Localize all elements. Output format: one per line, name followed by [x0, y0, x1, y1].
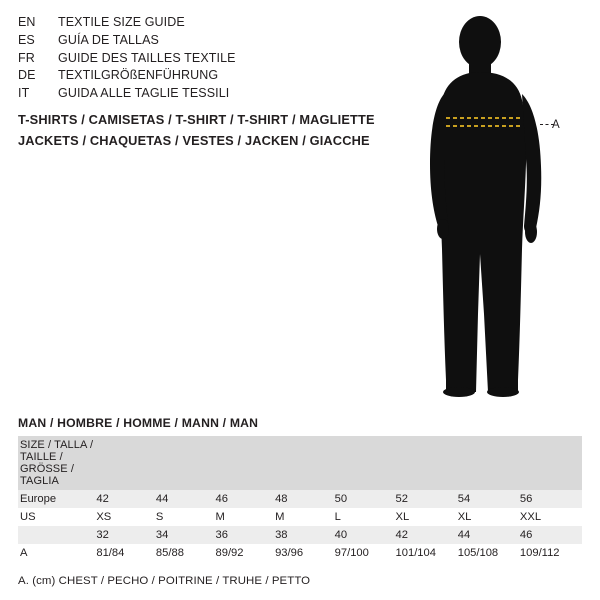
cell: 97/100	[335, 544, 396, 562]
cell: 85/88	[156, 544, 216, 562]
cell	[156, 436, 216, 490]
cell	[96, 436, 156, 490]
language-list	[18, 14, 388, 103]
cell: M	[216, 508, 276, 526]
cell: XL	[458, 508, 520, 526]
row-label: US	[18, 508, 96, 526]
cell: 89/92	[216, 544, 276, 562]
language-row-en	[18, 14, 388, 32]
cell: 42	[396, 526, 458, 544]
cell	[335, 436, 396, 490]
cell: S	[156, 508, 216, 526]
cell	[216, 436, 276, 490]
cell: 42	[96, 490, 156, 508]
cell: 36	[216, 526, 276, 544]
language-code-es: ES	[18, 32, 35, 47]
row-label: A	[18, 544, 96, 562]
cell: 32	[96, 526, 156, 544]
cell: 56	[520, 490, 582, 508]
cell	[396, 436, 458, 490]
cell: 40	[335, 526, 396, 544]
cell: XXL	[520, 508, 582, 526]
cell: 38	[275, 526, 335, 544]
cell	[458, 436, 520, 490]
cell: 46	[520, 526, 582, 544]
cell	[520, 436, 582, 490]
figure-illustration	[400, 14, 600, 414]
row-label: SIZE / TALLA / TAILLE / GRÖSSE / TAGLIA	[18, 436, 96, 490]
cell: 34	[156, 526, 216, 544]
cell: 44	[156, 490, 216, 508]
language-row-es	[18, 32, 388, 50]
row-label	[18, 526, 96, 544]
category-list	[18, 110, 418, 151]
cell: 48	[275, 490, 335, 508]
size-table-section	[18, 416, 582, 587]
cell: 46	[216, 490, 276, 508]
language-text-fr: GUIDE DES TAILLES TEXTILE	[58, 50, 236, 65]
cell	[275, 436, 335, 490]
cell: M	[275, 508, 335, 526]
language-text-de: TEXTILGRÖßENFÜHRUNG	[58, 68, 219, 83]
language-code-fr: FR	[18, 50, 35, 65]
cell: 81/84	[96, 544, 156, 562]
table-title: MAN / HOMBRE / HOMME / MANN / MAN	[18, 416, 259, 430]
cell: 44	[458, 526, 520, 544]
cell: 105/108	[458, 544, 520, 562]
language-row-it	[18, 85, 388, 103]
cell: L	[335, 508, 396, 526]
language-row-fr	[18, 50, 388, 68]
language-text-it: GUIDA ALLE TAGLIE TESSILI	[58, 86, 230, 100]
category-tshirts: T-SHIRTS / CAMISETAS / T-SHIRT / T-SHIRT / MAGLIETTE	[18, 112, 375, 127]
cell: 50	[335, 490, 396, 508]
cell: 93/96	[275, 544, 335, 562]
size-table	[18, 436, 582, 562]
row-label: Europe	[18, 490, 96, 508]
cell: 101/104	[396, 544, 458, 562]
male-silhouette-icon	[400, 14, 600, 414]
language-code-it: IT	[18, 86, 30, 100]
table-row	[18, 526, 582, 544]
table-row	[18, 436, 582, 490]
language-code-en: EN	[18, 15, 36, 29]
table-row	[18, 508, 582, 526]
measure-label-a: A	[552, 119, 561, 131]
table-row	[18, 490, 582, 508]
cell: XL	[396, 508, 458, 526]
category-jackets: JACKETS / CHAQUETAS / VESTES / JACKEN / GIACCHE	[18, 132, 370, 148]
cell: XS	[96, 508, 156, 526]
cell: 52	[396, 490, 458, 508]
language-text-es: GUÍA DE TALLAS	[58, 32, 159, 47]
table-row	[18, 544, 582, 562]
cell: 109/112	[520, 544, 582, 562]
language-text-en: TEXTILE SIZE GUIDE	[58, 15, 185, 29]
table-footnote: A. (cm) CHEST / PECHO / POITRINE / TRUHE / PETTO	[18, 575, 311, 587]
language-row-de	[18, 67, 388, 85]
cell: 54	[458, 490, 520, 508]
language-code-de: DE	[18, 68, 36, 83]
